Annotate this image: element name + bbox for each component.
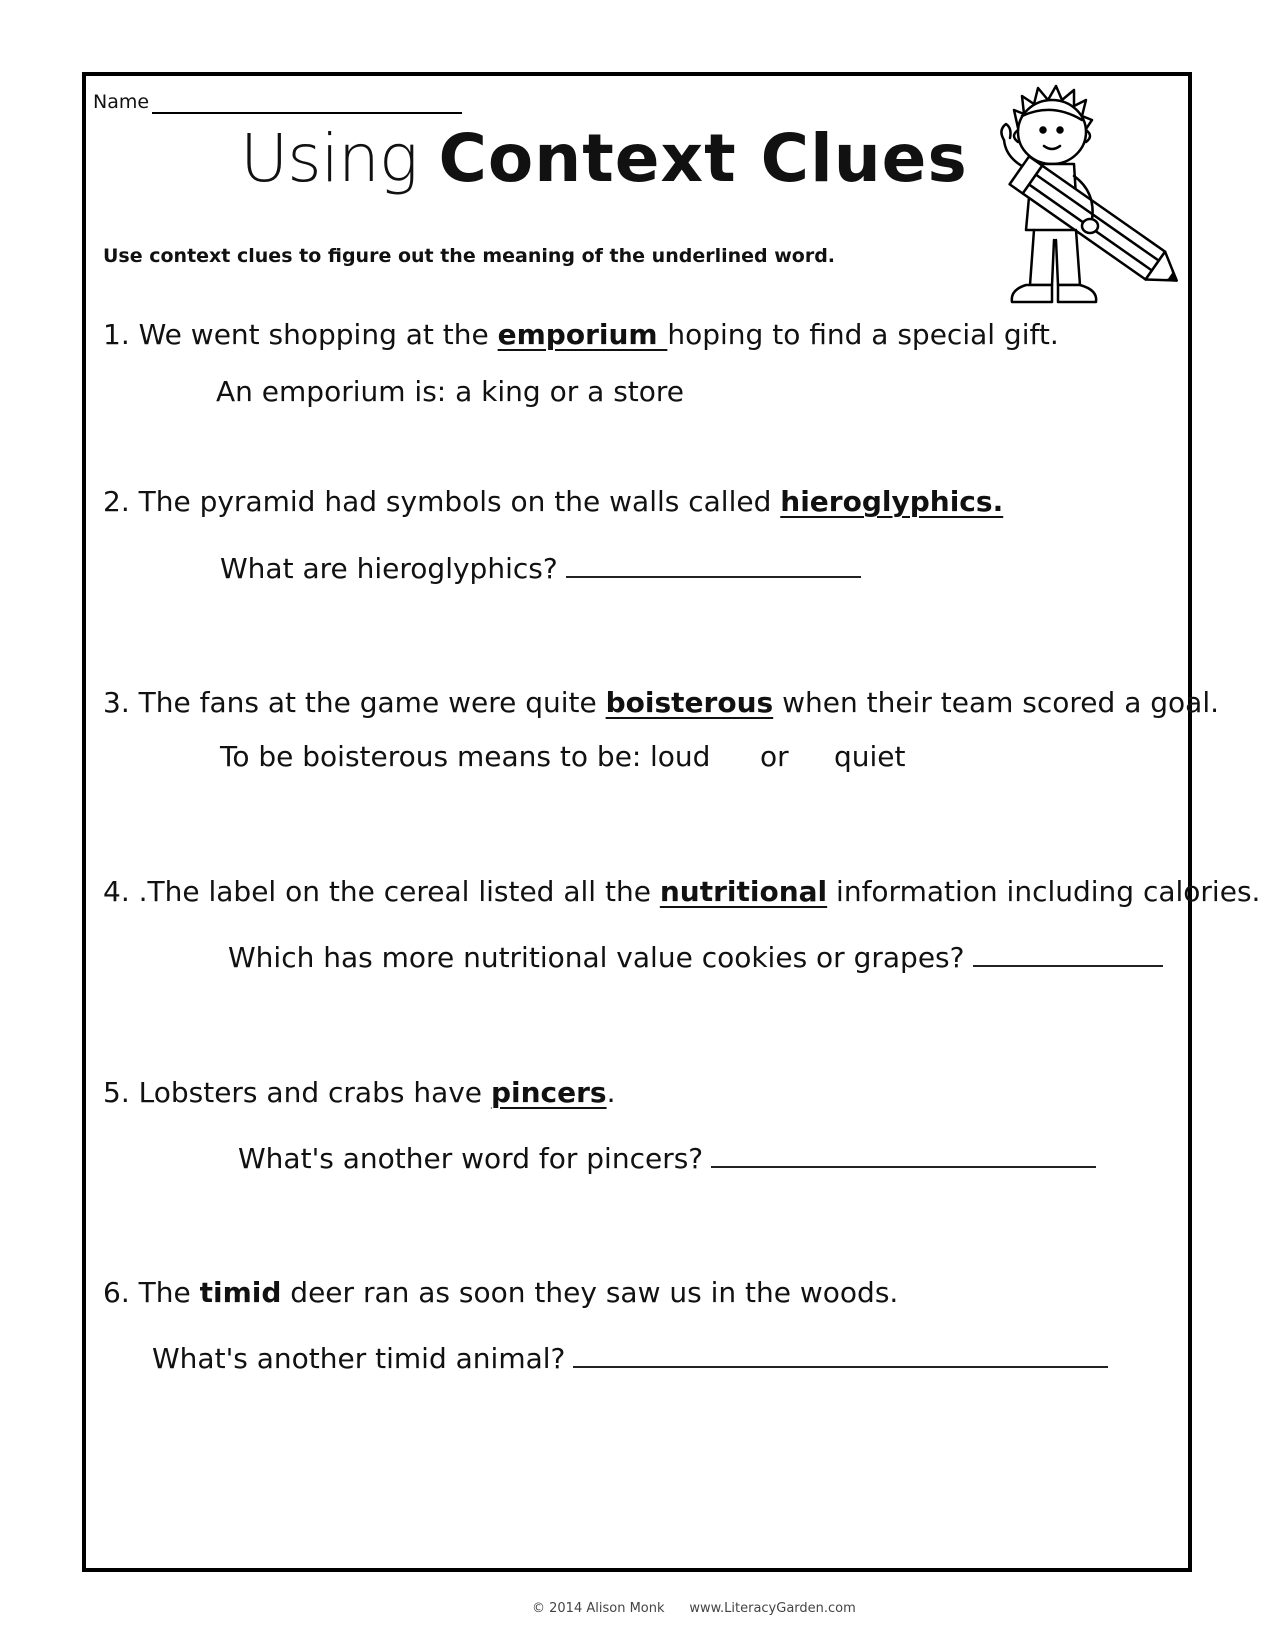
page-title	[240, 120, 968, 197]
question-4: 4. .The label on the cereal listed all the nutritional information including calories.	[103, 875, 1261, 908]
name-field-line[interactable]	[152, 112, 462, 114]
target-word: hieroglyphics.	[780, 485, 1004, 518]
answer-blank[interactable]	[566, 576, 861, 578]
question-5: 5. Lobsters and crabs have pincers.	[103, 1076, 616, 1109]
question-3: 3. The fans at the game were quite boisterous when their team scored a goal.	[103, 686, 1219, 719]
question-2: 2. The pyramid had symbols on the walls called hieroglyphics.	[103, 485, 1004, 518]
option-quiet[interactable]: quiet	[834, 740, 906, 773]
question-1: 1. We went shopping at the emporium hoping to find a special gift.	[103, 318, 1059, 351]
target-word: timid	[199, 1276, 282, 1309]
question-6: 6. The timid deer ran as soon they saw us in the woods.	[103, 1276, 899, 1309]
target-word: boisterous	[605, 686, 774, 719]
target-word: nutritional	[659, 875, 828, 908]
question-5-prompt: What's another word for pincers?	[238, 1142, 1096, 1175]
copyright-text: © 2014 Alison Monk	[532, 1601, 665, 1616]
question-4-prompt: Which has more nutritional value cookies or grapes?	[228, 941, 1163, 974]
answer-blank[interactable]	[711, 1166, 1096, 1168]
question-6-prompt: What's another timid animal?	[152, 1342, 1108, 1375]
footer	[532, 1601, 856, 1616]
answer-blank[interactable]	[973, 965, 1163, 967]
title-emphasis: Context Clues	[438, 120, 968, 197]
website-link[interactable]: www.LiteracyGarden.com	[689, 1601, 856, 1616]
instructions: Use context clues to figure out the meaning of the underlined word.	[103, 245, 836, 267]
option-or: or	[760, 740, 789, 773]
title-prefix: Using	[240, 120, 418, 197]
name-label: Name	[93, 91, 150, 113]
target-word: pincers	[490, 1076, 607, 1109]
boy-holding-pencil-icon	[1000, 80, 1185, 320]
target-word: emporium	[497, 318, 668, 351]
answer-blank[interactable]	[573, 1366, 1108, 1368]
question-2-prompt: What are hieroglyphics?	[220, 552, 861, 585]
option-loud[interactable]: loud	[650, 740, 711, 773]
question-1-prompt: An emporium is: a king or a store	[216, 375, 685, 408]
question-3-prompt: To be boisterous means to be:	[220, 740, 642, 773]
